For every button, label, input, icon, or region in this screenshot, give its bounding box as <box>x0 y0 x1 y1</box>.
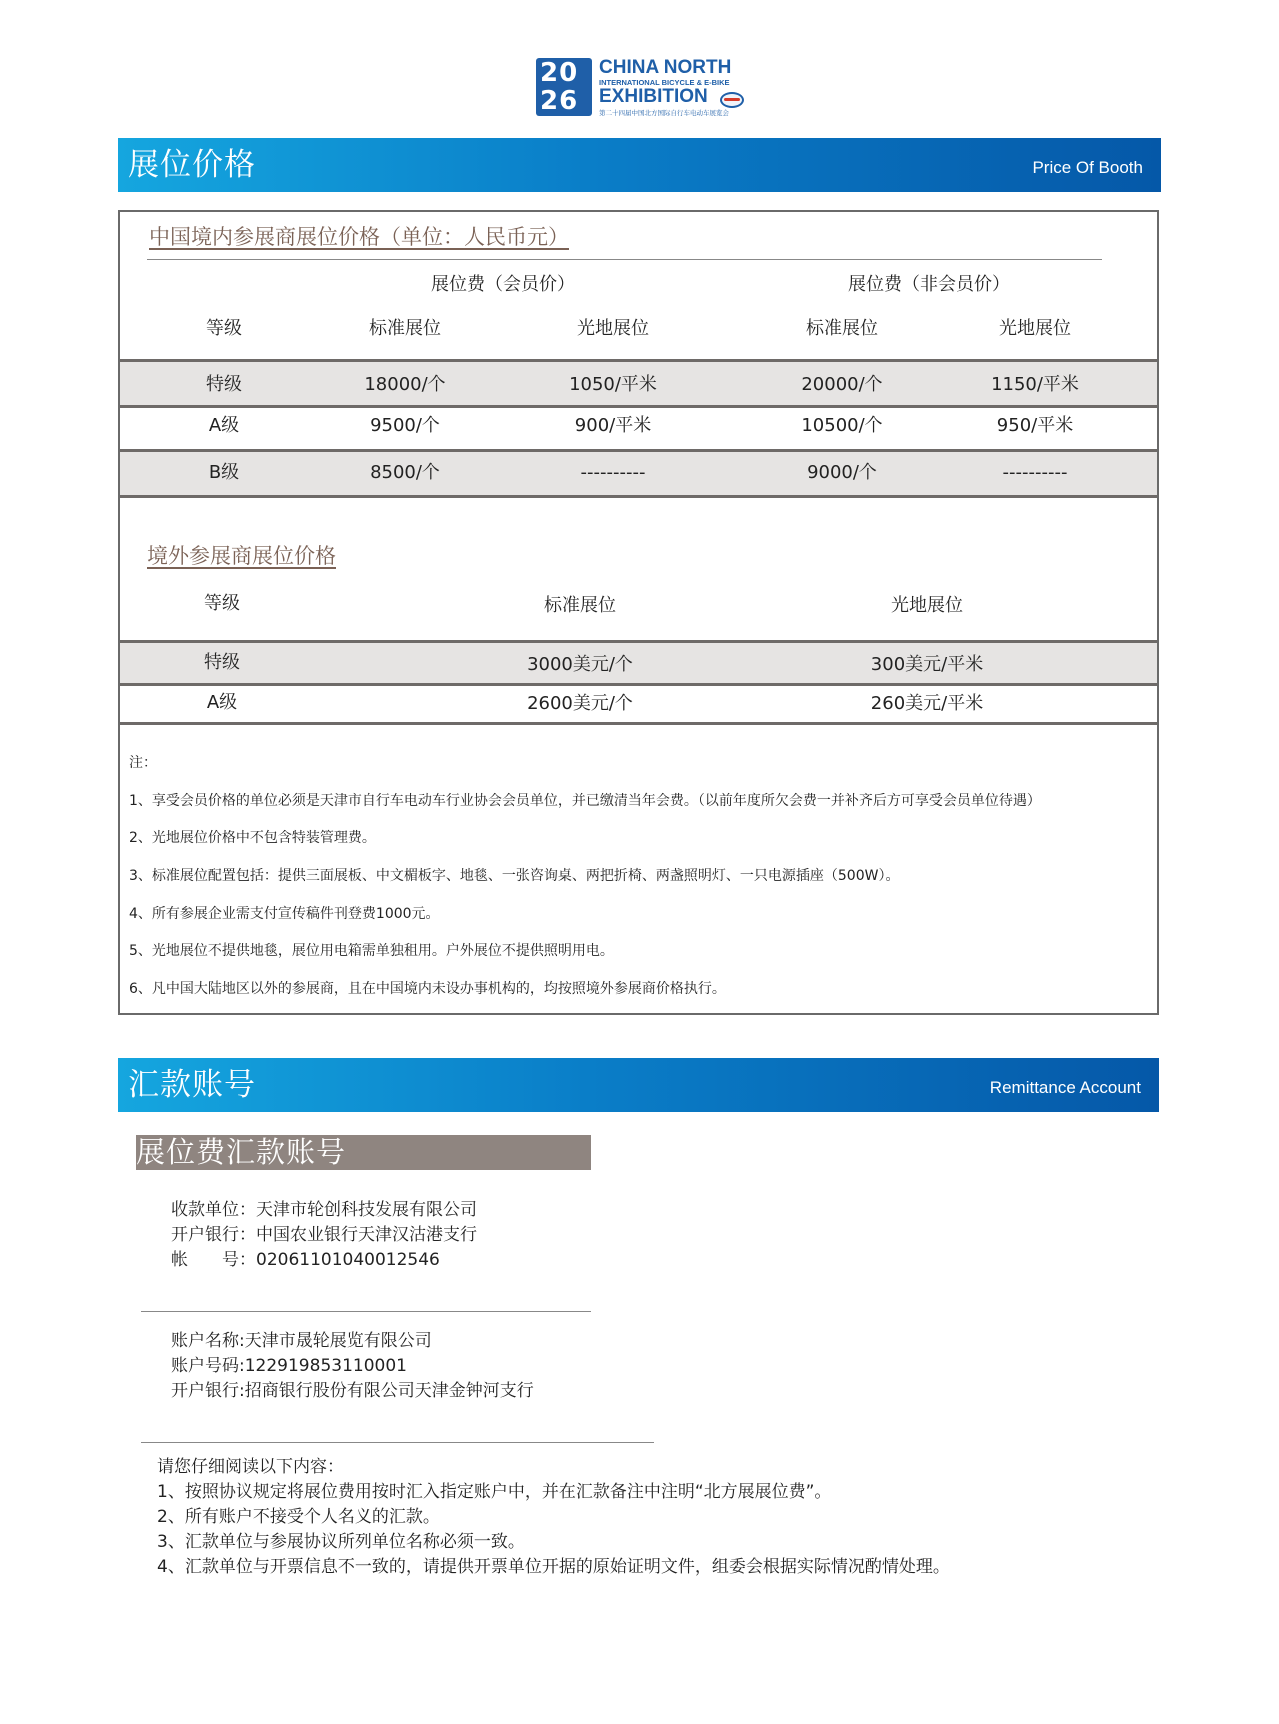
cell-nonmember-standard: 9000/个 <box>807 462 877 483</box>
notes-label: 注： <box>129 755 157 771</box>
remit-section-header <box>118 1058 1159 1112</box>
price-section-header <box>118 138 1161 192</box>
table-row <box>120 452 1157 495</box>
cell-nonmember-standard: 20000/个 <box>801 374 883 395</box>
nonmember-price-group-header: 展位费（非会员价） <box>848 274 1010 295</box>
column-header-raw: 光地展位 <box>891 595 963 616</box>
cell-member-standard: 18000/个 <box>364 374 446 395</box>
cell-member-raw: 900/平米 <box>574 415 652 436</box>
account1-number: 帐 号：02061101040012546 <box>171 1250 440 1270</box>
read-notice-item: 3、汇款单位与参展协议所列单位名称必须一致。 <box>157 1532 525 1552</box>
remit-section-subtitle: Remittance Account <box>989 1078 1141 1097</box>
account2-name: 账户名称:天津市晟轮展览有限公司 <box>171 1331 432 1351</box>
logo-emblem-icon <box>720 92 744 108</box>
note-item: 1、享受会员价格的单位必须是天津市自行车电动车行业协会会员单位，并已缴清当年会费。（以前年度所欠会费一并补齐后方可享受会员单位待遇） <box>129 793 1041 809</box>
table-row <box>120 643 1157 683</box>
logo-line-1: CHINA NORTH <box>599 57 732 78</box>
cell-grade: A级 <box>208 415 240 436</box>
remit-box-title <box>136 1135 591 1170</box>
price-section-subtitle: Price Of Booth <box>1032 158 1143 177</box>
cell-nonmember-raw: ---------- <box>1002 462 1068 483</box>
read-notice-item: 2、所有账户不接受个人名义的汇款。 <box>157 1507 440 1527</box>
column-header-nonmember-standard: 标准展位 <box>806 318 878 339</box>
row-separator <box>120 722 1157 725</box>
domestic-price-title: 中国境内参展商展位价格（单位：人民币元） <box>149 225 569 249</box>
cell-member-standard: 8500/个 <box>370 462 440 483</box>
logo-year-block <box>536 58 592 116</box>
read-notice-item: 1、按照协议规定将展位费用按时汇入指定账户中，并在汇款备注中注明“北方展展位费”。 <box>157 1482 832 1502</box>
table-row <box>120 362 1157 405</box>
cell-standard: 2600美元/个 <box>527 693 633 714</box>
account1-bank: 开户银行：中国农业银行天津汉沽港支行 <box>171 1225 477 1245</box>
cell-nonmember-standard: 10500/个 <box>801 415 883 436</box>
column-header-member-standard: 标准展位 <box>369 318 441 339</box>
cell-raw: 260美元/平米 <box>870 693 984 714</box>
account2-number: 账户号码:122919853110001 <box>171 1356 407 1376</box>
note-item: 6、凡中国大陆地区以外的参展商，且在中国境内未设办事机构的，均按照境外参展商价格执行。 <box>129 981 726 997</box>
column-header-standard: 标准展位 <box>544 595 616 616</box>
column-header-grade: 等级 <box>206 318 242 339</box>
note-item: 5、光地展位不提供地毯，展位用电箱需单独租用。户外展位不提供照明用电。 <box>129 943 614 959</box>
table-row <box>120 408 1157 449</box>
row-separator <box>120 495 1157 498</box>
cell-grade: B级 <box>208 462 240 483</box>
cell-grade: A级 <box>206 692 238 713</box>
cell-member-raw: 1050/平米 <box>569 374 657 395</box>
divider <box>141 1311 591 1312</box>
logo-year-top: 20 <box>540 58 579 88</box>
note-item: 3、标准展位配置包括：提供三面展板、中文楣板字、地毯、一张咨询桌、两把折椅、两盏照明灯、一只电源插座（500W）。 <box>129 868 900 884</box>
logo-line-4: 第二十四届中国北方国际自行车电动车展览会 <box>599 109 729 117</box>
overseas-price-title: 境外参展商展位价格 <box>147 544 336 568</box>
cell-standard: 3000美元/个 <box>527 654 633 675</box>
read-notice-item: 4、汇款单位与开票信息不一致的，请提供开票单位开据的原始证明文件，组委会根据实际情况酌情处理。 <box>157 1557 950 1577</box>
remit-box-title-text: 展位费汇款账号 <box>136 1135 347 1169</box>
cell-nonmember-raw: 1150/平米 <box>991 374 1079 395</box>
cell-grade: 特级 <box>206 374 242 395</box>
remit-section-title: 汇款账号 <box>128 1067 256 1103</box>
cell-member-standard: 9500/个 <box>370 415 440 436</box>
divider <box>141 1442 654 1443</box>
column-header-grade: 等级 <box>204 593 240 614</box>
cell-raw: 300美元/平米 <box>870 654 984 675</box>
note-item: 2、光地展位价格中不包含特装管理费。 <box>129 830 376 846</box>
price-table-box <box>118 210 1159 1015</box>
cell-member-raw: ---------- <box>580 462 646 483</box>
exhibition-logo <box>536 58 746 120</box>
column-header-nonmember-raw: 光地展位 <box>999 318 1071 339</box>
cell-grade: 特级 <box>204 652 240 673</box>
account1-payee: 收款单位：天津市轮创科技发展有限公司 <box>171 1200 477 1220</box>
logo-line-2: INTERNATIONAL BICYCLE & E-BIKE <box>599 78 730 87</box>
price-section-title: 展位价格 <box>128 147 256 183</box>
read-notice-title: 请您仔细阅读以下内容： <box>157 1457 344 1477</box>
cell-nonmember-raw: 950/平米 <box>996 415 1074 436</box>
title-underline <box>147 259 1102 260</box>
column-header-member-raw: 光地展位 <box>577 318 649 339</box>
table-row <box>120 686 1157 722</box>
logo-year-bottom: 26 <box>540 86 579 116</box>
member-price-group-header: 展位费（会员价） <box>431 274 575 295</box>
logo-line-3: EXHIBITION <box>599 86 708 107</box>
account2-bank: 开户银行:招商银行股份有限公司天津金钟河支行 <box>171 1381 534 1401</box>
note-item: 4、所有参展企业需支付宣传稿件刊登费1000元。 <box>129 906 440 922</box>
